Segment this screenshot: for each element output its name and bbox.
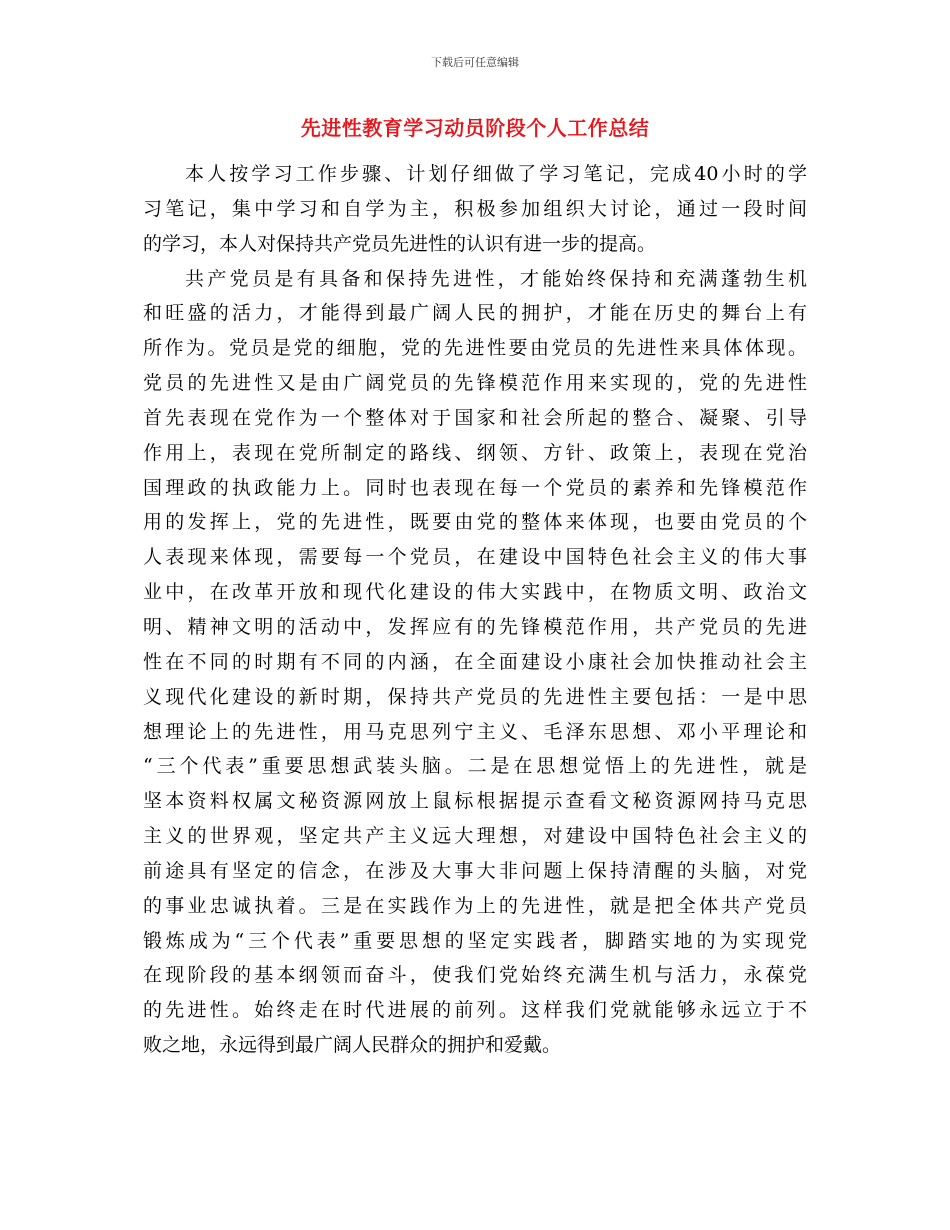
paragraph-1 [143,157,807,262]
text-line: 共产党员是有具备和保持先进性，才能始终保持和充满蓬勃生机 [185,267,807,290]
text-line: 锻炼成为“三个代表”重要思想的坚定实践者，脚踏实地的为实现党 [143,929,807,952]
text-line: 明、精神文明的活动中，发挥应有的先锋模范作用，共产党员的先进 [143,615,807,638]
text-line: 义现代化建设的新时期，保持共产党员的先进性主要包括：一是中思 [143,685,807,708]
text-line: “三个代表”重要思想武装头脑。二是在思想觉悟上的先进性，就是 [143,755,807,778]
paragraph-2 [143,262,807,1063]
text-line: 想理论上的先进性，用马克思列宁主义、毛泽东思想、邓小平理论和 [143,720,807,743]
text-line: 人表现来体现，需要每一个党员，在建设中国特色社会主义的伟大事 [143,546,807,569]
text-line: 主义的世界观，坚定共产主义远大理想，对建设中国特色社会主义的 [143,825,807,848]
text-line: 败之地，永远得到最广阔人民群众的拥护和爱戴。 [143,1034,562,1057]
text-line: 作用上，表现在党所制定的路线、纲领、方针、政策上，表现在党治 [143,441,807,464]
text-line: 和旺盛的活力，才能得到最广阔人民的拥护，才能在历史的舞台上有 [143,302,807,325]
text-line: 党员的先进性又是由广阔党员的先锋模范作用来实现的，党的先进性 [143,372,807,395]
text-line: 的事业忠诚执着。三是在实践作为上的先进性，就是把全体共产党员 [143,894,807,917]
text-line: 习笔记，集中学习和自学为主，积极参加组织大讨论，通过一段时间 [143,197,807,220]
text-line: 坚本资料权属文秘资源网放上鼠标根据提示查看文秘资源网持马克思 [143,790,807,813]
text-line: 国理政的执政能力上。同时也表现在每一个党员的素养和先锋模范作 [143,476,807,499]
text-line: 所作为。党员是党的细胞，党的先进性要由党员的先进性来具体体现。 [143,337,807,360]
text-line: 的先进性。始终走在时代进展的前列。这样我们党就能够永远立于不 [143,999,807,1022]
document-title: 先进性教育学习动员阶段个人工作总结 [300,116,650,140]
document-body [143,157,807,1063]
text-line: 前途具有坚定的信念，在涉及大事大非问题上保持清醒的头脑，对党 [143,859,807,882]
text-line: 的学习，本人对保持共产党员先进性的认识有进一步的提高。 [143,232,657,255]
text-line: 首先表现在党作为一个整体对于国家和社会所起的整合、凝聚、引导 [143,406,807,429]
text-line: 用的发挥上，党的先进性，既要由党的整体来体现，也要由党员的个 [143,511,807,534]
text-line: 业中，在改革开放和现代化建设的伟大实践中，在物质文明、政治文 [143,581,807,604]
text-line: 性在不同的时期有不同的内涵，在全面建设小康社会加快推动社会主 [143,650,807,673]
page-header-note: 下载后可任意编辑 [431,56,519,69]
text-line: 在现阶段的基本纲领而奋斗，使我们党始终充满生机与活力，永葆党 [143,964,807,987]
text-line: 本人按学习工作步骤、计划仔细做了学习笔记，完成40小时的学 [185,163,807,185]
